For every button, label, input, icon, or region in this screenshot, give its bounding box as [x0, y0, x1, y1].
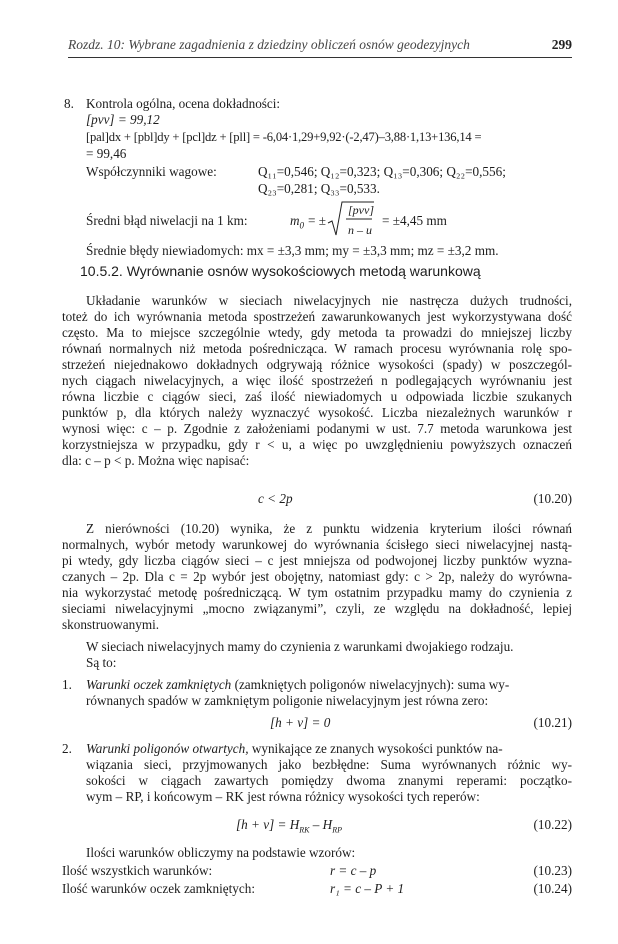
- formula-10-23-number: (10.23): [533, 863, 572, 878]
- eq-10-22-number: (10.22): [533, 817, 572, 832]
- list2-line: wym – RP, i końcowym – RK jest równa różnicy wysokości tych reperów:: [86, 789, 480, 804]
- para2-line: normalnych, wybór metody warunkowej do wyrównania ścisłego sieci niwelacyjnej nastą-: [62, 537, 572, 552]
- para1-line: dla: c – p < p. Można więc napisać:: [62, 453, 250, 468]
- m0-value: = ±4,45 mm: [382, 213, 447, 228]
- para1-line: Układanie warunków w sieciach niwelacyjnych nie nastręcza dużych trudności,: [86, 293, 572, 308]
- eq-10-21: [h + v] = 0: [270, 715, 331, 730]
- running-header: [68, 37, 572, 58]
- unknown-errors: Średnie błędy niewiadomych: mx = ±3,3 mm; my = ±3,3 mm; mz = ±3,2 mm.: [86, 243, 499, 258]
- para2-line: nia wykorzystać metodę pośredniczącą. W tym ostatnim przypadku mamy do czynienia z: [62, 585, 572, 600]
- para1-line: wynosi więc: c – p. Zgodnie z założeniami podanymi w ust. 7.7 metoda warunkowa jest: [62, 421, 572, 436]
- item8-title: Kontrola ogólna, ocena dokładności:: [86, 96, 281, 111]
- para1-line: równań normalnych niż metoda pośrednicząca. W ramach procesu wyrównania rolę spo-: [62, 341, 572, 356]
- eq-10-22: [236, 817, 342, 839]
- eq-10-21-number: (10.21): [533, 715, 572, 730]
- para1-line: nych ciągach niwelacyjnych, a więc ilość spostrzeżeń n podlegających wyrównaniu jest: [62, 373, 572, 388]
- m0-letter: m: [290, 213, 300, 228]
- list1-marker: 1.: [62, 677, 72, 692]
- item8-mean-error-label: Średni błąd niwelacji na 1 km:: [86, 213, 248, 228]
- list2-text: wynikające ze znanych wysokości punktów na-: [248, 741, 503, 756]
- section-heading: 10.5.2. Wyrównanie osnów wysokościowych metodą warunkową: [80, 263, 481, 279]
- page-number: 299: [551, 37, 572, 52]
- para3-line: Są to:: [86, 655, 117, 670]
- item8-weights-line2: Q₂₃=0,281; Q₃₃=0,533.: [258, 181, 380, 196]
- item8-pvv: [pvv] = 99,12: [86, 112, 160, 127]
- header-title: Rozdz. 10: Wybrane zagadnienia z dziedziny obliczeń osnów geodezyjnych: [68, 37, 470, 52]
- list1-italic: Warunki oczek zamkniętych: [86, 677, 232, 692]
- para2-line: skonstruowanymi.: [62, 617, 160, 632]
- para1-line: często. Ma to miejsce szczególnie wtedy, gdy metoda ta prowadzi do mniejszej liczby: [62, 325, 572, 340]
- eq-10-22-lhs: [h + v] = H: [236, 817, 300, 832]
- list1-line2: równanych spadów w zamkniętym poligonie niwelacyjnym jest równa zero:: [86, 693, 489, 708]
- para2-line: czanych – 2p. Dla c = 2p wybór jest obojętny, natomiast gdy: c > 2p, należy do wyrówna-: [62, 569, 572, 584]
- formula-10-23: r = c – p: [330, 863, 377, 878]
- eq-10-20: c < 2p: [258, 491, 293, 506]
- para1-line: równa liczbie c ciągów sieci, zaś ilość niewiadomych u odpowiada liczbie szukanych: [62, 389, 572, 404]
- eq-10-22-sub-rp: RP: [332, 825, 342, 835]
- item8-label: 8.: [64, 96, 74, 111]
- m0-symbol: [290, 213, 304, 234]
- frac-numerator: [pvv]: [348, 203, 374, 217]
- list1-line1: [86, 677, 509, 693]
- formula-10-24-number: (10.24): [533, 881, 572, 896]
- para4: Ilości warunków obliczymy na podstawie wzorów:: [86, 845, 356, 860]
- para2-line: sieciami niwelacyjnymi „mocno związanymi”, czyli, ze względu na dokładność, lepiej: [62, 601, 572, 616]
- eq-10-22-sub-rk: RK: [299, 825, 310, 835]
- item8-weights-label: Współczynniki wagowe:: [86, 164, 217, 179]
- list2-italic: Warunki poligonów otwartych,: [86, 741, 249, 756]
- item8-weights-line1: Q₁₁=0,546; Q₁₂=0,323; Q₁₃=0,306; Q₂₂=0,556;: [258, 164, 506, 179]
- para1-line: strzeżeń niejednakowo dokładnych odgrywają różnice wysokości (spady) w poszczegól-: [62, 357, 572, 372]
- item8-check-result: = 99,46: [86, 146, 127, 161]
- eq-10-20-number: (10.20): [533, 491, 572, 506]
- para1-line: korzystniejsza w przypadku, gdy r < u, a więc po uwzględnieniu powyższych oznaczeń: [62, 437, 572, 452]
- list2-marker: 2.: [62, 741, 72, 756]
- list2-line: wiązania sieci, przyjmowanych jako bezbłędne: Suma wyrównanych różnic wy-: [86, 757, 572, 772]
- eq-10-22-mid: – H: [309, 817, 333, 832]
- m0-sub: 0: [299, 220, 305, 231]
- frac-denominator: n – u: [348, 223, 372, 237]
- list2-line1: [86, 741, 503, 757]
- list2-line: sokości w ciągach zawartych pomiędzy dwoma znanymi reperami: początko-: [86, 773, 572, 788]
- formula-10-23-label: Ilość wszystkich warunków:: [62, 863, 213, 878]
- formula-10-24-label: Ilość warunków oczek zamkniętych:: [62, 881, 255, 896]
- para3-line: W sieciach niwelacyjnych mamy do czynienia z warunkami dwojakiego rodzaju.: [86, 639, 514, 654]
- item8-check-line: [pal]dx + [pbl]dy + [pcl]dz + [pll] = -6,04·1,29+9,92·(-2,47)–3,88·1,13+136,14 =: [86, 130, 482, 144]
- para2-line: Z nierówności (10.20) wynika, że z punktu widzenia kryterium ilości równań: [86, 521, 572, 536]
- para1-line: punktów p, dla których należy wyznaczyć wysokość. Liczba niezależnych warunków r: [62, 405, 572, 420]
- para2-line: pi wtedy, gdy liczba ciągów sieci – c jest mniejsza od podwojonej liczby punktów wyzna-: [62, 553, 572, 568]
- para1-line: toteż do ich wyrównania metoda spostrzeżeń zawarunkowanych jest wykorzystywana dość: [62, 309, 572, 324]
- pm-sign: = ±: [308, 213, 326, 228]
- list1-text: (zamkniętych poligonów niwelacyjnych): suma wy-: [231, 677, 510, 692]
- formula-10-24: r₁ = c – P + 1: [330, 881, 405, 896]
